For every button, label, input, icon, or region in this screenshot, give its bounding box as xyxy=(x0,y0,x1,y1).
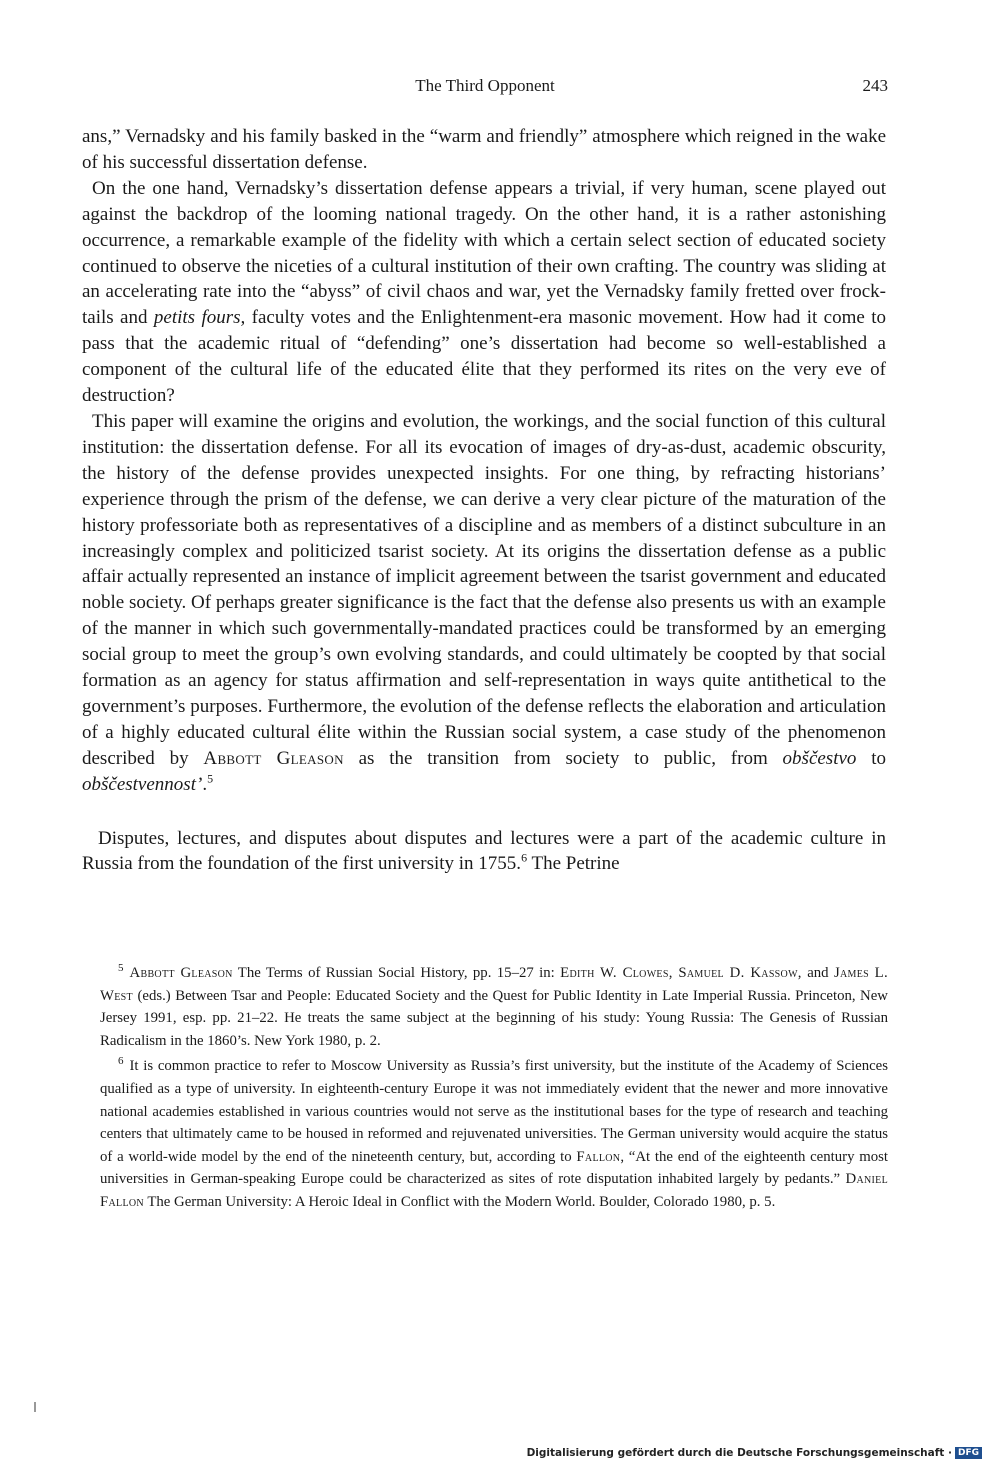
italic-term: obščestvennost’ xyxy=(82,773,203,795)
italic-term: petits fours, xyxy=(153,307,246,329)
footnote-ref[interactable]: 6 xyxy=(521,851,528,866)
scan-margin-mark xyxy=(34,1402,36,1412)
paragraph-1: ans,” Vernadsky and his family basked in the “warm and friendly” atmosphere which reigned in the wake of his successful dissertation defense. xyxy=(82,126,886,173)
body-text xyxy=(82,124,886,877)
italic-term: obščestvo xyxy=(782,747,857,769)
running-title: The Third Opponent xyxy=(415,76,555,95)
paragraph-3: This paper will examine the origins and evolution, the workings, and the social function of this cultural institution: the dissertation defense. For all its evocation of images of dry-as-dust, academic obscurity, the history of the defense provides unexpected insights. For one thing, by refracting historians’ experience through the prism of the defense, we can derive a very clear picture of the maturation of the history professoriate both as representatives of a discipline and as members of a distinct subculture in an increasingly complex and politicized tsarist society. At its origins the dissertation defense as a public affair actually represented an instance of implicit agreement between the tsarist government and educated noble society. Of perhaps greater significance is the fact that the defense also presents us with an example of the manner in which such governmentally-mandated practices could be transformed by an emerging social group to meet the group’s own evolving standards, and could ultimately be coopted by that social formation as an agency for status affirmation and self-representation in ways quite antithetical to the government’s purposes. Furthermore, the evolution of the defense reflects the elaboration and articulation of a highly educated cultural élite within the Russian social system, a case study of the phenomenon described by Abbott Gleason as the transition from society to public, from obščestvo to obščestvennost’.$^5$ xyxy=(82,410,887,795)
paragraph-4: Disputes, lectures, and disputes about disputes and lectures were a part of the academic culture in Russia from the foundation of the first university in 1755.$^6$ The Petrine xyxy=(82,827,886,875)
footnote-number: 5 xyxy=(118,962,124,975)
digitization-credit xyxy=(527,1447,982,1459)
paragraph-2: On the one hand, Vernadsky’s dissertation defense appears a trivial, if very human, scene played out against the backdrop of the looming national tragedy. On the other hand, it is a rather astonishing occurrence, a remarkable example of the fidelity with which a certain select section of educated society continued to observe the niceties of a cultural institution of their own crafting. The country was sliding at an accelerating rate into the “abyss” of civil chaos and war, yet the Vernadsky family fretted over frock-tails and petits fours, faculty votes and the Enlightenment-era masonic movement. How had it come to pass that the academic ritual of “defending” one’s dissertation had become so well-established a component of the cultural life of the educated élite that they performed its rites on the very eve of destruction? xyxy=(82,177,886,407)
footnote-ref[interactable]: 5 xyxy=(207,771,214,786)
footnote-5: $^5$ Abbott Gleason The Terms of Russian Social History, pp. 15–27 in: Edith W. Clowes, Samuel D. Kassow, and James L. West (eds.) Between Tsar and People: Educated Society and the Quest for Public Identity in Late Imperial Russia. Princeton, New Jersey 1991, esp. pp. 21–22. He treats the same subject at the beginning of his study: Young Russia: The Genesis of Russian Radicalism in the 1860’s. New York 1980, p. 2. xyxy=(100,962,889,1049)
footnotes xyxy=(100,962,888,1217)
credit-text: Digitalisierung gefördert durch die Deutsche Forschungsgemeinschaft · xyxy=(526,1447,952,1459)
footnote-6: $^6$ It is common practice to refer to Moscow University as Russia’s first university, but the institute of the Academy of Sciences qualified as a type of university. In eighteenth-century Europe it was not immediately evident that the newer and more innovative national academies established in various countries would not serve as the institutional bases for the type of research and teaching centers that ultimately came to be housed in reformed and rejuvenated universities. The German university would acquire the status of a world-wide model by the end of the nineteenth century, but, according to Fallon, “At the end of the eighteenth century most universities in German-speaking Europe could be characterized as sites of rote disputation inhabited largely by pedants.” Daniel Fallon The German University: A Heroic Ideal in Conflict with the Modern World. Boulder, Colorado 1980, p. 5. xyxy=(100,1055,888,1210)
page-header xyxy=(82,76,888,102)
dfg-logo-icon[interactable]: DFG xyxy=(955,1447,982,1459)
author-name: Abbott Gleason xyxy=(203,747,344,769)
footnote-number: 6 xyxy=(118,1055,124,1068)
page-number: 243 xyxy=(862,76,888,95)
